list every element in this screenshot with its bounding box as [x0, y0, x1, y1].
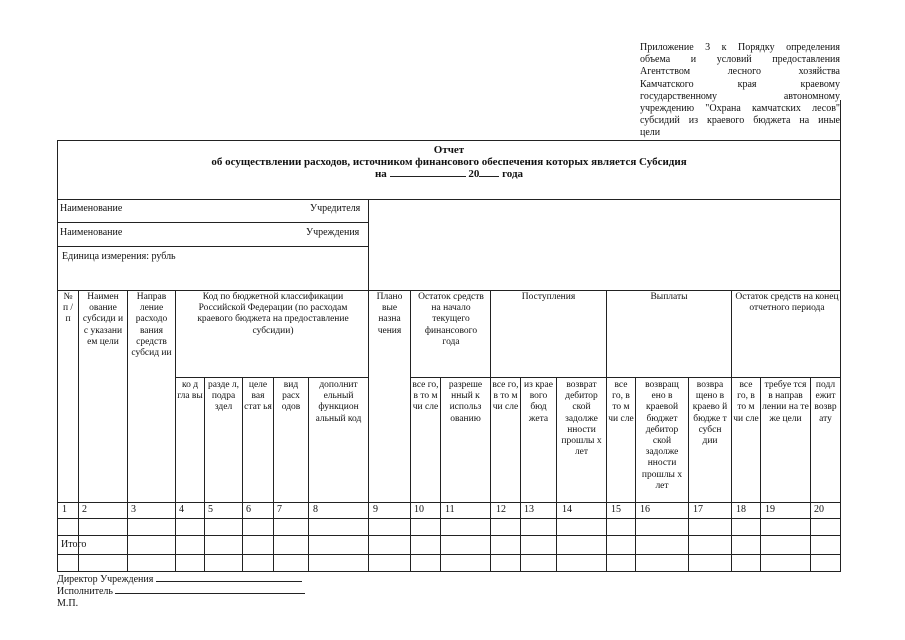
stamp-label: М.П.: [57, 598, 79, 609]
col-number: 5: [208, 504, 213, 515]
col-line: [440, 377, 441, 572]
col-line: [242, 377, 243, 572]
appendix-line: цели: [640, 127, 661, 139]
appendix-line: объема и условий предоставления: [640, 54, 840, 66]
col-number: 17: [693, 504, 703, 515]
director-label: Директор Учреждения: [57, 574, 154, 585]
executor-signature-line[interactable]: [115, 593, 305, 594]
header-code-section: разде л, подра здел: [207, 380, 240, 413]
appendix-line: учреждению "Охрана камчатских лесов": [640, 103, 840, 115]
col-number: 19: [765, 504, 775, 515]
header-bs-total: все го, в то м чи сле: [412, 380, 439, 413]
col-line: [368, 290, 369, 572]
header-r-regional: из крае вого бюд жета: [523, 380, 553, 424]
col-number: 16: [640, 504, 650, 515]
col-number: 2: [82, 504, 87, 515]
period-year-prefix: 20: [468, 168, 480, 180]
appendix-line: государственному автономному: [640, 90, 840, 102]
row-line: [57, 535, 841, 536]
col-line: [308, 377, 309, 572]
col-line: [175, 290, 176, 572]
col-number: 9: [373, 504, 378, 515]
frame-top: [57, 140, 841, 141]
period-prefix: на: [374, 168, 387, 180]
col-number: 11: [445, 504, 455, 515]
subheader-line: [410, 377, 841, 378]
col-line: [760, 377, 761, 572]
divider: [57, 199, 841, 200]
col-number: 8: [313, 504, 318, 515]
col-number: 15: [611, 504, 621, 515]
row-line: [57, 571, 841, 572]
divider: [57, 246, 369, 247]
director-signature-line[interactable]: [156, 581, 302, 582]
row-line: [57, 554, 841, 555]
header-number: № п / п: [62, 292, 74, 325]
header-budget-code: Код по бюджетной классификации Российской Федерации (по расходам краевого бюджета на предоставление субсидии): [197, 292, 349, 336]
header-payments: Выплаты: [650, 292, 688, 302]
year-blank[interactable]: [479, 176, 499, 177]
col-line: [410, 290, 411, 572]
col-number: 13: [524, 504, 534, 515]
header-be-return: подл ежит возвр ату: [814, 380, 837, 424]
col-line: [204, 377, 205, 572]
header-r-return: возврат дебитор ской задолже нности прошлы х лет: [561, 380, 602, 458]
header-balance-start: Остаток средств на начало текущего финансового года: [418, 292, 484, 347]
header-expense-direction: Направ ление расходо вания средств субсид ии: [131, 292, 172, 359]
header-code-target: целе вая стат ья: [244, 380, 272, 413]
divider: [368, 199, 369, 291]
name-label-2: Наименование: [60, 227, 123, 238]
director-signature: [57, 574, 302, 585]
col-number: 10: [414, 504, 424, 515]
col-line: [606, 290, 607, 572]
col-line: [731, 290, 732, 572]
row-line: [57, 502, 841, 503]
report-subtitle: об осуществлении расходов, источником финансового обеспечения которых является Субсидия: [211, 156, 687, 168]
header-code-expense: вид расх одов: [281, 380, 301, 413]
frame-left: [57, 140, 58, 572]
col-number: 7: [277, 504, 282, 515]
header-r-total: все го, в то м чи сле: [492, 380, 519, 413]
col-number: 14: [562, 504, 572, 515]
col-line: [635, 377, 636, 572]
report-period: [58, 168, 840, 180]
header-bs-allowed: разреше нный к использ ованию: [448, 380, 483, 424]
header-be-need: требуе тся в направ лении на те же цели: [762, 380, 809, 424]
period-blank[interactable]: [390, 176, 466, 177]
col-line: [273, 377, 274, 572]
header-p-total: все го, в то м чи сле: [608, 380, 634, 424]
col-number: 3: [131, 504, 136, 515]
col-number: 4: [179, 504, 184, 515]
appendix-line: Агентством лесного хозяйства: [640, 66, 840, 78]
header-p-returned-debt: возвращ ено в краевой бюджет дебитор ской задолже нности прошлы х лет: [641, 380, 683, 491]
appendix-line: Приложение 3 к Порядку определения: [640, 42, 840, 53]
executor-signature: [57, 586, 305, 597]
appendix-note: [640, 42, 840, 140]
header-planned: Плано вые назна чения: [376, 292, 403, 336]
col-line: [688, 377, 689, 572]
divider: [57, 222, 369, 223]
header-balance-end: Остаток средств на конец отчетного периода: [735, 292, 839, 314]
appendix-line: субсидий из краевого бюджета на иные: [640, 115, 840, 127]
institution-label: Учреждения: [306, 227, 360, 238]
header-receipts: Поступления: [521, 292, 576, 302]
appendix-line: Камчатского края краевому: [640, 78, 840, 90]
report-title: Отчет: [433, 144, 465, 156]
header-code-extra: дополнит ельный функцион альный код: [315, 380, 362, 424]
col-line: [556, 377, 557, 572]
executor-label: Исполнитель: [57, 586, 113, 597]
header-p-returned-subsidy: возвра щено в краево й бюдже т субсн дии: [692, 380, 728, 447]
col-line: [490, 290, 491, 572]
unit-label: Единица измерения: рубль: [62, 251, 176, 262]
name-label: Наименование: [60, 203, 123, 214]
col-line: [520, 377, 521, 572]
period-suffix: года: [502, 168, 524, 180]
header-be-total: все го, в то м чи сле: [733, 380, 759, 424]
total-label: Итого: [61, 539, 87, 550]
col-line: [78, 290, 79, 572]
col-number: 20: [814, 504, 824, 515]
col-number: 6: [246, 504, 251, 515]
header-subsidy-name: Наимен ование субсиди и с указани ем цели: [82, 292, 124, 347]
founder-label: Учредителя: [310, 203, 361, 214]
header-code-chapter: ко д гла вы: [177, 380, 203, 402]
col-line: [810, 377, 811, 572]
subheader-line: [175, 377, 369, 378]
col-number: 18: [736, 504, 746, 515]
col-number: 12: [496, 504, 506, 515]
row-line: [57, 518, 841, 519]
col-number: 1: [62, 504, 67, 515]
col-line: [127, 290, 128, 572]
